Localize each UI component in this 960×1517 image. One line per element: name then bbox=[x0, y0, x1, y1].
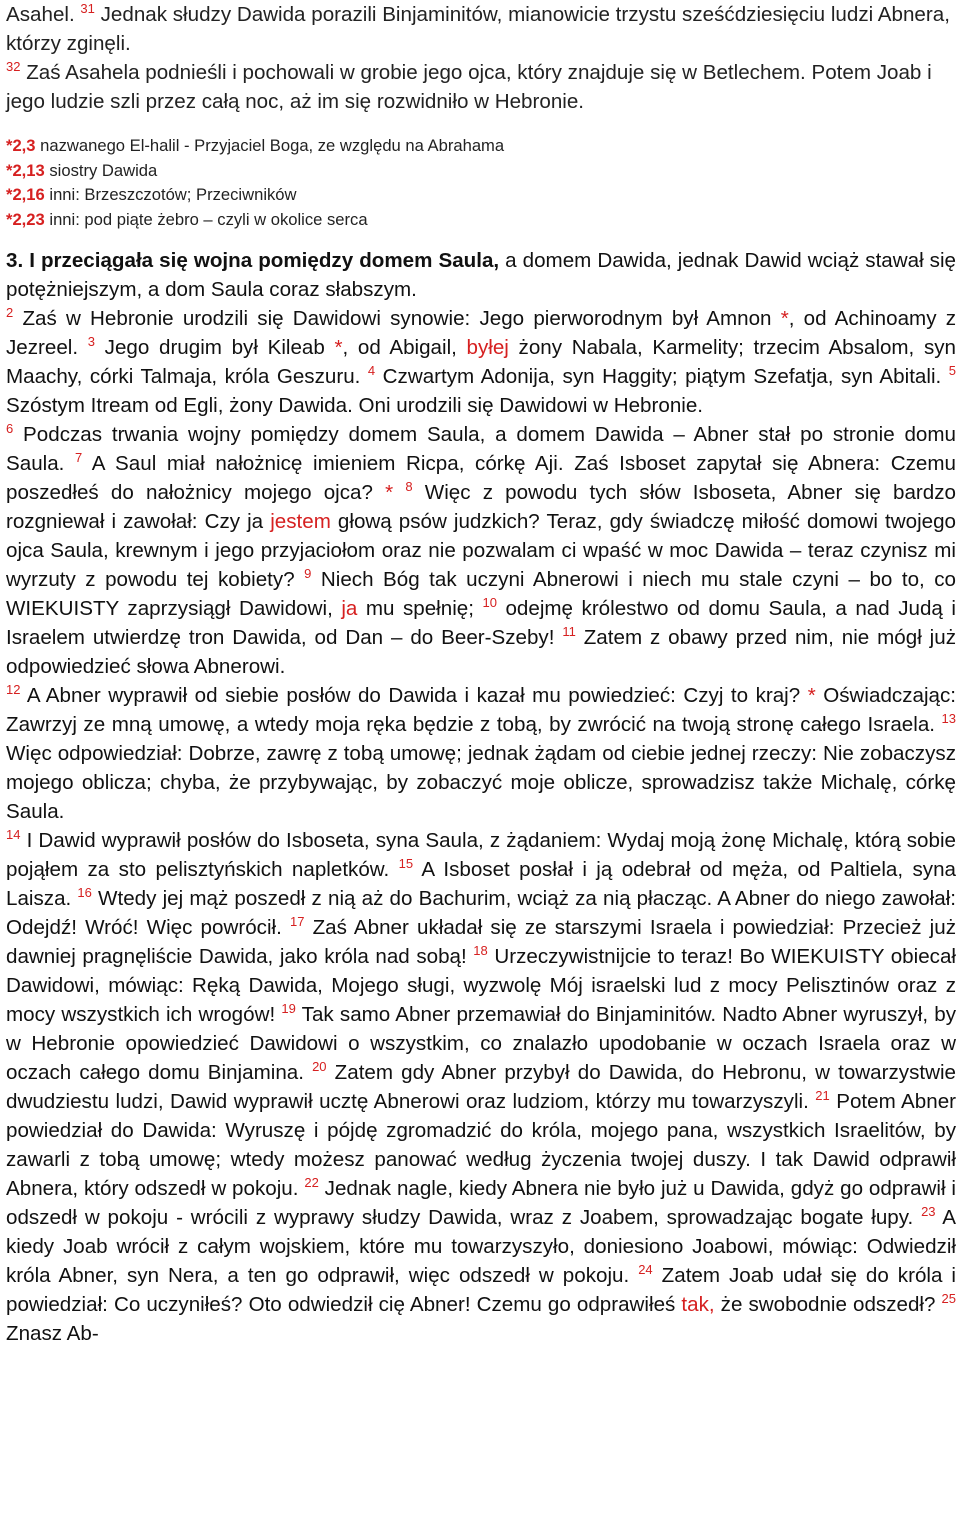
chapter-paragraph bbox=[6, 304, 956, 420]
verse-text: odejmę królestwo od domu Saula, a nad Judą i Israelem utwierdzę tron Dawida, od Dan – do Beer-Szeby! bbox=[6, 597, 956, 650]
verse-text bbox=[393, 481, 405, 504]
verse-number: 3 bbox=[87, 334, 96, 350]
footnotes-section bbox=[6, 134, 956, 232]
verse-text: Potem Abner powiedział do Dawida: Wyruszę i pójdę zgromadzić do króla, mojego pana, wszystkich Israelitów, by zawarli z tobą umowę; wtedy możesz panować według życzenia twojej duszy. I tak Dawid odprawił Abnera, który odszedł w pokoju. bbox=[6, 1090, 957, 1201]
verse-text: Oświadczając: Zawrzyj ze mną umowę, a wtedy moja ręka będzie z tobą, by zwrócić na twoją stronę całego Israela. bbox=[6, 684, 956, 737]
verse-number: 4 bbox=[367, 363, 376, 379]
red-word: byłej bbox=[466, 336, 509, 360]
document-page bbox=[6, 0, 956, 1348]
verse-text: mu spełnię; bbox=[357, 597, 483, 621]
verses-top-paragraph bbox=[6, 0, 956, 116]
red-word: tak, bbox=[681, 1293, 715, 1317]
verse-number: 24 bbox=[638, 1262, 653, 1278]
verse-number: 32 bbox=[6, 59, 21, 75]
verse-number: 25 bbox=[941, 1291, 957, 1307]
verse-text: Zatem Joab udał się do króla i powiedział: Co uczyniłeś? Oto odwiedził cię Abner! Czemu go odprawiłeś bbox=[6, 1264, 957, 1317]
footnote-ref: *2,13 bbox=[6, 160, 45, 180]
verse-number: 18 bbox=[473, 943, 488, 959]
verse-number: 17 bbox=[289, 914, 305, 930]
verse-number: 19 bbox=[281, 1001, 296, 1017]
verse-number: 31 bbox=[80, 1, 95, 17]
verse-text: Tak samo Abner przemawiał do Binjaminitów. Nadto Abner wyruszył, by w Hebronie opowiedzieć Dawidowi o wszystkim, co znalazło upodobanie w oczach Israela oraz w oczach całego domu Binjamina. bbox=[6, 1003, 956, 1085]
footnote-text: nazwanego El-halil - Przyjaciel Boga, ze względu na Abrahama bbox=[35, 136, 505, 155]
verse-number: 11 bbox=[562, 624, 576, 640]
verse-number: 20 bbox=[312, 1059, 327, 1075]
footnote bbox=[6, 134, 956, 159]
verse-number: 5 bbox=[948, 363, 956, 379]
verse-text: żony Nabala, Karmelity; trzecim Absalom, syn Maachy, córki Talmaja, króla Geszuru. bbox=[6, 336, 956, 389]
verse-text: głową psów judzkich? Teraz, gdy świadczę miłość domowi twojego ojca Saula, krewnym i jego przyjaciołom oraz nie pozwalam ci wpaść w moc Dawida – teraz czynisz mi wyrzuty z powodu tej kobiety? bbox=[6, 510, 956, 592]
verse-text: Asahel. bbox=[6, 3, 81, 26]
verse-text: Podczas trwania wojny pomiędzy domem Saula, a domem Dawida – Abner stał po stronie domu Saula. bbox=[6, 423, 956, 476]
footnote-marker: * bbox=[807, 684, 816, 708]
red-word: jestem bbox=[270, 510, 331, 534]
verse-text: Zatem z obawy przed nim, nie mógł już odpowiedzieć słowa Abnerowi. bbox=[6, 626, 956, 679]
footnote-marker: * bbox=[334, 336, 343, 360]
verse-text: Więc odpowiedział: Dobrze, zawrę z tobą umowę; jednak żądam od ciebie jednej rzeczy: Nie zobaczysz mojego oblicza; chyba, że przybywając, by zobaczyć moje oblicze, sprowadzisz także Michalę, córkę Saula. bbox=[6, 742, 956, 824]
verse-number: 10 bbox=[482, 595, 497, 611]
verse-number: 12 bbox=[6, 682, 21, 698]
footnote-ref: *2,23 bbox=[6, 209, 45, 229]
verse-number: 13 bbox=[941, 711, 956, 727]
verse-text: Więc z powodu tych słów Isboseta, Abner się bardzo rozgniewał i zawołał: Czy ja bbox=[6, 481, 956, 534]
verse-text: a domem Dawida, jednak Dawid wciąż stawał się potężniejszym, a dom Saula coraz słabszym. bbox=[6, 249, 956, 302]
verse-number: 8 bbox=[405, 479, 413, 495]
verse-number: 23 bbox=[921, 1204, 936, 1220]
verse-text: Znasz Ab- bbox=[6, 1322, 99, 1346]
footnote bbox=[6, 159, 956, 184]
footnote bbox=[6, 183, 956, 208]
verse-text: Zaś Asahela podnieśli i pochowali w grobie jego ojca, który znajduje się w Betlechem. Potem Joab i jego ludzie szli przez całą noc, aż im się rozwidniło w Hebronie. bbox=[6, 61, 932, 113]
verse-text: że swobodnie odszedł? bbox=[714, 1293, 942, 1317]
verse-number: 14 bbox=[6, 827, 21, 843]
footnote bbox=[6, 208, 956, 233]
verse-number: 15 bbox=[398, 856, 414, 872]
chapter-paragraph bbox=[6, 826, 956, 1348]
verse-text: Jednak nagle, kiedy Abnera nie było już u Dawida, gdyż go odprawił i odszedł w pokoju - wrócili z wyprawy słudzy Dawida, wraz z Joabem, sprowadzając bogate łupy. bbox=[6, 1177, 957, 1230]
verse-text: Jego drugim był Kileab bbox=[95, 336, 335, 360]
verse-text: Wtedy jej mąż poszedł z nią aż do Bachurim, wciąż za nią płacząc. A Abner do niego zawołał: Odejdź! Wróć! Więc powrócił. bbox=[6, 887, 956, 940]
verse-text: , od Achinoamy z Jezreel. bbox=[6, 307, 956, 360]
footnote-text: inni: pod piąte żebro – czyli w okolice serca bbox=[44, 209, 368, 229]
footnote-marker: * bbox=[385, 481, 394, 505]
chapter-paragraph bbox=[6, 681, 956, 826]
footnote-ref: *2,16 bbox=[6, 185, 45, 205]
verse-text: A Saul miał nałożnicę imieniem Ricpa, córkę Aji. Zaś Isboset zapytał się Abnera: Czemu poszedłeś do nałożnicy mojego ojca? bbox=[6, 452, 956, 505]
verse-text: , od Abigail, bbox=[342, 336, 467, 360]
footnote-marker: * bbox=[780, 307, 789, 331]
verse-number: 22 bbox=[304, 1175, 319, 1191]
verse-number: 6 bbox=[6, 421, 14, 437]
footnote-text: siostry Dawida bbox=[44, 160, 158, 180]
verse-text: Urzeczywistnijcie to teraz! Bo WIEKUISTY obiecał Dawidowi, mówiąc: Ręką Dawida, Mojego sługi, wyzwolę Mój israelski lud z mocy Pelisztinów oraz z mocy wszystkich ich wrogów! bbox=[6, 945, 956, 1027]
verse-text: A Isboset posłał i ją odebrał od męża, od Paltiela, syna Laisza. bbox=[6, 858, 956, 911]
footnote-text: inni: Brzeszczotów; Przeciwników bbox=[44, 185, 297, 205]
verse-text: Zaś Abner układał się ze starszymi Israela i powiedział: Przecież już dawniej pragnęliście Dawida, jako króla nad sobą! bbox=[6, 916, 956, 969]
chapter-paragraph bbox=[6, 420, 956, 681]
verse-text: Czwartym Adonija, syn Haggity; piątym Szefatja, syn Abitali. bbox=[375, 365, 949, 389]
verse-text: Zatem gdy Abner przybył do Dawida, do Hebronu, w towarzystwie dwudziestu ludzi, Dawid wyprawił ucztę Abnerowi oraz ludziom, którzy mu towarzyszyli. bbox=[6, 1061, 956, 1114]
verse-number: 9 bbox=[304, 566, 312, 582]
verse-text: Zaś w Hebronie urodzili się Dawidowi synowie: Jego pierworodnym był Amnon bbox=[13, 307, 781, 331]
verse-text: A Abner wyprawił od siebie posłów do Dawida i kazał mu powiedzieć: Czyj to kraj? bbox=[20, 684, 808, 708]
footnote-ref: *2,3 bbox=[6, 136, 36, 155]
verse-number: 2 bbox=[6, 305, 14, 321]
verse-number: 7 bbox=[75, 450, 83, 466]
verse-number: 16 bbox=[77, 885, 92, 901]
verse-text: Szóstym Itream od Egli, żony Dawida. Oni urodzili się Dawidowi w Hebronie. bbox=[6, 394, 704, 418]
chapter-paragraph bbox=[6, 246, 956, 304]
chapter-3-body bbox=[6, 246, 956, 1348]
verse-text: I Dawid wyprawił posłów do Isboseta, syna Saula, z żądaniem: Wydaj moją żonę Michalę, którą sobie pojąłem za sto pelisztyńskich napletków. bbox=[6, 829, 956, 882]
red-word: ja bbox=[341, 597, 358, 621]
verse-text: Jednak słudzy Dawida porazili Binjaminitów, mianowicie trzystu sześćdziesięciu ludzi Abnera, którzy zginęli. bbox=[6, 3, 950, 55]
verse-number: 21 bbox=[815, 1088, 830, 1104]
verse-text: Niech Bóg tak uczyni Abnerowi i niech mu stale czyni – bo to, co WIEKUISTY zaprzysiągł Dawidowi, bbox=[6, 568, 956, 621]
verse-text: A kiedy Joab wrócił z całym wojskiem, które mu towarzyszyło, doniesiono Joabowi, mówiąc: Odwiedził króla Abner, syn Nera, a ten go odprawił, więc odszedł w pokoju. bbox=[6, 1206, 956, 1288]
chapter-heading: 3. I przeciągała się wojna pomiędzy domem Saula, bbox=[6, 249, 500, 273]
